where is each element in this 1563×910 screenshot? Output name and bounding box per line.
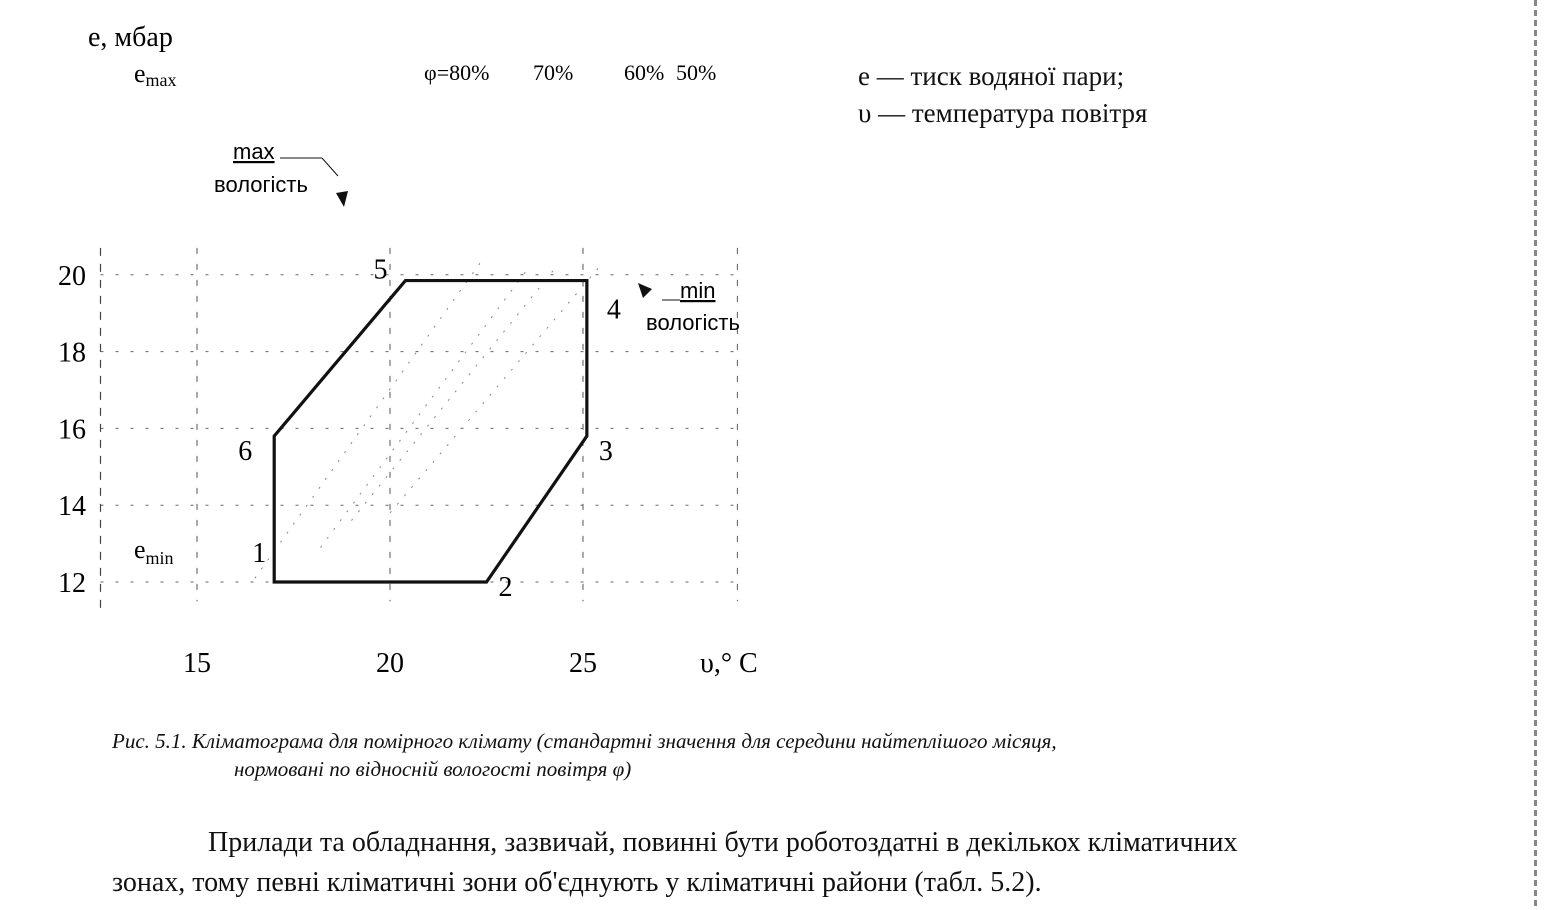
humidity-label: 50% bbox=[676, 60, 717, 85]
x-tick-label: 15 bbox=[183, 648, 211, 679]
emax-subscript: max bbox=[145, 70, 177, 90]
paragraph-line-1: Прилади та обладнання, зазвичай, повинні бути роботоздатні в декількох кліматичних bbox=[208, 827, 1238, 858]
legend-line-pressure: е — тиск водяної пари; bbox=[858, 61, 1125, 91]
max-humidity-leader-diag bbox=[322, 158, 338, 176]
caption-line-2: нормовані по відносній вологості повітря φ) bbox=[234, 757, 632, 781]
humidity-label: φ=80% bbox=[424, 60, 490, 85]
point-label-2: 2 bbox=[498, 572, 513, 603]
legend-line-temperature: υ — температура повітря bbox=[858, 98, 1148, 128]
y-axis-title: е, мбар bbox=[88, 22, 173, 53]
min-humidity-word: вологість bbox=[646, 310, 740, 335]
x-tick-label: 25 bbox=[569, 648, 597, 679]
y-tick-label: 20 bbox=[58, 260, 86, 292]
max-humidity-word: вологість bbox=[214, 172, 308, 197]
point-label-3: 3 bbox=[598, 436, 613, 468]
humidity-line bbox=[351, 267, 556, 520]
humidity-line bbox=[390, 263, 602, 513]
emin-label: $e_{min}$ bbox=[134, 535, 174, 568]
point-label-6: 6 bbox=[238, 436, 253, 468]
y-tick-label: 16 bbox=[58, 414, 86, 446]
emax-label: emax bbox=[134, 59, 177, 90]
min-humidity-arrow bbox=[638, 283, 652, 298]
y-tick-label: 12 bbox=[58, 568, 86, 599]
max-humidity-arrow bbox=[336, 191, 348, 207]
point-label-5: 5 bbox=[373, 254, 388, 286]
figure-caption bbox=[112, 727, 1457, 783]
emin-subscript: min bbox=[145, 548, 174, 568]
point-label-1: 1 bbox=[252, 538, 267, 569]
x-tick-label: 20 bbox=[376, 648, 404, 679]
y-tick-label: 14 bbox=[58, 491, 86, 523]
y-tick-label: 18 bbox=[58, 337, 86, 369]
legend bbox=[858, 58, 1147, 132]
min-humidity-label: min bbox=[680, 278, 716, 303]
climatogram-polygon bbox=[274, 281, 587, 582]
humidity-label: 70% bbox=[533, 60, 574, 85]
scan-edge-mark bbox=[1534, 0, 1537, 910]
paragraph-line-2: зонах, тому певні кліматичні зони об'єднують у кліматичні райони (табл. 5.2). bbox=[112, 867, 1042, 898]
climatogram-chart bbox=[0, 0, 820, 700]
humidity-label: 60% bbox=[624, 60, 665, 85]
body-paragraph bbox=[112, 823, 1457, 903]
grid bbox=[101, 248, 738, 601]
max-humidity-label: max bbox=[233, 139, 275, 164]
humidity-line bbox=[321, 267, 529, 547]
point-label-4: 4 bbox=[606, 294, 621, 326]
x-axis-title: υ,° C bbox=[700, 648, 758, 679]
data-marks bbox=[274, 281, 587, 582]
caption-line-1: Рис. 5.1. Кліматограма для помірного клімату (стандартні значення для середини найтеплішого місяця, bbox=[112, 729, 1057, 753]
